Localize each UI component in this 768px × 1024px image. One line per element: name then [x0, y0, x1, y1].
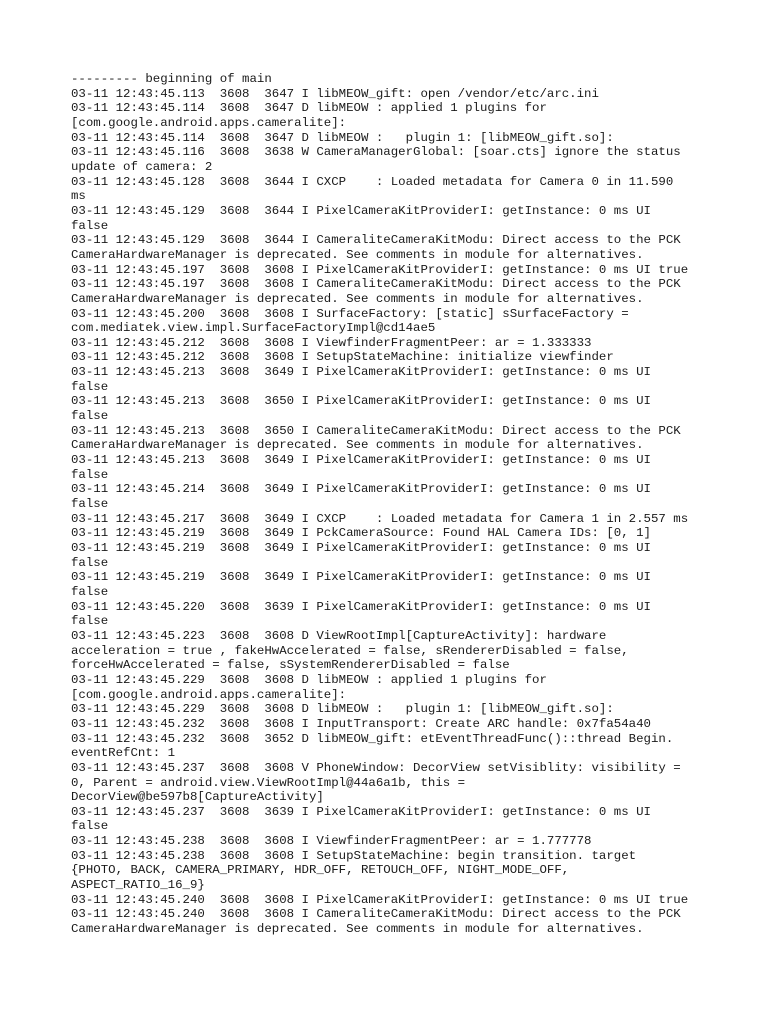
log-line: acceleration = true , fakeHwAccelerated = false, sRendererDisabled = false,: [71, 643, 629, 658]
log-line: eventRefCnt: 1: [71, 746, 176, 761]
log-line: CameraHardwareManager is deprecated. See comments in module for alternatives.: [71, 247, 644, 262]
log-line: 03-11 12:43:45.232 3608 3608 I InputTransport: Create ARC handle: 0x7fa54a40: [71, 716, 651, 731]
log-line: false: [71, 584, 109, 599]
log-line: 03-11 12:43:45.212 3608 3608 I ViewfinderFragmentPeer: ar = 1.333333: [71, 335, 592, 350]
log-line: 03-11 12:43:45.212 3608 3608 I SetupStateMachine: initialize viewfinder: [71, 350, 614, 365]
log-line: 03-11 12:43:45.214 3608 3649 I PixelCameraKitProviderI: getInstance: 0 ms UI: [71, 482, 651, 497]
log-text: [71, 72, 711, 937]
log-line: 03-11 12:43:45.238 3608 3608 I ViewfinderFragmentPeer: ar = 1.777778: [71, 834, 592, 849]
log-line: 03-11 12:43:45.197 3608 3608 I PixelCameraKitProviderI: getInstance: 0 ms UI true: [71, 262, 689, 277]
log-line: false: [71, 555, 109, 570]
log-line: 03-11 12:43:45.229 3608 3608 D libMEOW : applied 1 plugins for: [71, 672, 547, 687]
log-line: 03-11 12:43:45.237 3608 3608 V PhoneWindow: DecorView setVisiblity: visibility =: [71, 760, 681, 775]
log-line: CameraHardwareManager is deprecated. See comments in module for alternatives.: [71, 438, 644, 453]
log-line: 0, Parent = android.view.ViewRootImpl@44a6a1b, this =: [71, 775, 466, 790]
log-line: 03-11 12:43:45.213 3608 3650 I PixelCameraKitProviderI: getInstance: 0 ms UI: [71, 394, 651, 409]
log-line: forceHwAccelerated = false, sSystemRendererDisabled = false: [71, 658, 510, 673]
log-line: 03-11 12:43:45.200 3608 3608 I SurfaceFactory: [static] sSurfaceFactory =: [71, 306, 629, 321]
log-line: --------- beginning of main: [71, 72, 272, 86]
log-line: update of camera: 2: [71, 159, 213, 174]
log-line: 03-11 12:43:45.129 3608 3644 I PixelCameraKitProviderI: getInstance: 0 ms UI: [71, 203, 651, 218]
log-line: DecorView@be597b8[CaptureActivity]: [71, 790, 324, 805]
log-line: ASPECT_RATIO_16_9}: [71, 878, 205, 893]
log-line: ms: [71, 189, 86, 204]
document-page: [71, 72, 711, 937]
log-line: false: [71, 497, 109, 512]
log-line: 03-11 12:43:45.116 3608 3638 W CameraManagerGlobal: [soar.cts] ignore the status: [71, 145, 681, 160]
log-line: 03-11 12:43:45.219 3608 3649 I PixelCameraKitProviderI: getInstance: 0 ms UI: [71, 541, 651, 555]
log-line: 03-11 12:43:45.213 3608 3649 I PixelCameraKitProviderI: getInstance: 0 ms UI: [71, 365, 651, 380]
log-line: 03-11 12:43:45.219 3608 3649 I PixelCameraKitProviderI: getInstance: 0 ms UI: [71, 570, 651, 585]
log-line: 03-11 12:43:45.114 3608 3647 D libMEOW : plugin 1: [libMEOW_gift.so]:: [71, 130, 614, 145]
log-line: CameraHardwareManager is deprecated. See comments in module for alternatives.: [71, 291, 644, 306]
log-line: false: [71, 379, 109, 394]
log-line: 03-11 12:43:45.240 3608 3608 I CameraliteCameraKitModu: Direct access to the PCK: [71, 907, 681, 922]
log-line: 03-11 12:43:45.128 3608 3644 I CXCP : Loaded metadata for Camera 0 in 11.590: [71, 174, 674, 189]
log-line: 03-11 12:43:45.238 3608 3608 I SetupStateMachine: begin transition. target: [71, 848, 637, 863]
log-line: 03-11 12:43:45.114 3608 3647 D libMEOW : applied 1 plugins for: [71, 101, 547, 116]
log-line: 03-11 12:43:45.217 3608 3649 I CXCP : Loaded metadata for Camera 1 in 2.557 ms: [71, 511, 689, 526]
log-line: [com.google.android.apps.cameralite]:: [71, 687, 347, 702]
log-line: 03-11 12:43:45.213 3608 3650 I CameraliteCameraKitModu: Direct access to the PCK: [71, 423, 681, 438]
log-line: false: [71, 409, 109, 424]
log-line: CameraHardwareManager is deprecated. See comments in module for alternatives.: [71, 922, 644, 937]
log-line: 03-11 12:43:45.113 3608 3647 I libMEOW_gift: open /vendor/etc/arc.ini: [71, 86, 599, 101]
log-line: false: [71, 819, 109, 834]
log-line: 03-11 12:43:45.232 3608 3652 D libMEOW_gift: etEventThreadFunc()::thread Begin.: [71, 731, 674, 746]
log-line: [com.google.android.apps.cameralite]:: [71, 115, 347, 130]
log-line: com.mediatek.view.impl.SurfaceFactoryImpl@cd14ae5: [71, 321, 436, 336]
log-line: 03-11 12:43:45.229 3608 3608 D libMEOW : plugin 1: [libMEOW_gift.so]:: [71, 702, 614, 717]
log-line: 03-11 12:43:45.213 3608 3649 I PixelCameraKitProviderI: getInstance: 0 ms UI: [71, 453, 651, 468]
log-line: 03-11 12:43:45.237 3608 3639 I PixelCameraKitProviderI: getInstance: 0 ms UI: [71, 804, 651, 819]
log-line: 03-11 12:43:45.129 3608 3644 I CameraliteCameraKitModu: Direct access to the PCK: [71, 233, 681, 248]
log-line: false: [71, 467, 109, 482]
log-line: 03-11 12:43:45.223 3608 3608 D ViewRootImpl[CaptureActivity]: hardware: [71, 628, 607, 643]
log-line: 03-11 12:43:45.240 3608 3608 I PixelCameraKitProviderI: getInstance: 0 ms UI true: [71, 892, 689, 907]
log-line: 03-11 12:43:45.197 3608 3608 I CameraliteCameraKitModu: Direct access to the PCK: [71, 277, 681, 292]
log-line: false: [71, 614, 109, 629]
log-line: {PHOTO, BACK, CAMERA_PRIMARY, HDR_OFF, RETOUCH_OFF, NIGHT_MODE_OFF,: [71, 863, 570, 878]
log-line: 03-11 12:43:45.219 3608 3649 I PckCameraSource: Found HAL Camera IDs: [0, 1]: [71, 526, 651, 541]
log-line: 03-11 12:43:45.220 3608 3639 I PixelCameraKitProviderI: getInstance: 0 ms UI: [71, 599, 651, 614]
log-line: false: [71, 218, 109, 233]
